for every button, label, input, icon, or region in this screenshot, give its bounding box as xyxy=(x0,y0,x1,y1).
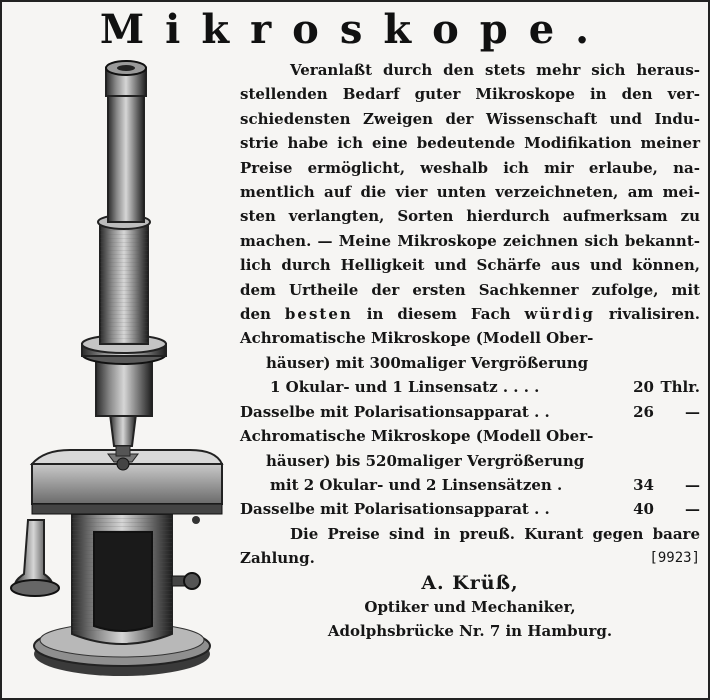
payment-line: Die Preise sind in preuß. Kurant gegen baare xyxy=(290,524,700,543)
intro-last-middle: in diesem Fach xyxy=(352,305,525,324)
intro-line: schiedensten Zweigen der Wissenschaft und Indu- xyxy=(240,109,700,128)
intro-line: stellenden Bedarf guter Mikroskope in den ver- xyxy=(240,85,700,104)
item-3-unit: — xyxy=(685,475,700,494)
item-3-line-2: häuser) bis 520maliger Vergrößerung xyxy=(266,451,585,470)
intro-line: mentlich auf die vier unten verzeichneten, am mei- xyxy=(240,183,700,202)
item-1-line-1: Achromatische Mikroskope (Modell Ober- xyxy=(240,329,594,348)
intro-line: Preise ermöglicht, weshalb ich mir erlaube, na- xyxy=(240,158,700,177)
item-1-unit: Thlr. xyxy=(660,378,700,397)
item-2-unit: — xyxy=(685,402,700,421)
intro-last-spaced-wuerdig: würdig xyxy=(524,305,595,324)
intro-line: Veranlaßt durch den stets mehr sich heraus- xyxy=(290,61,700,79)
item-3-price: 34 xyxy=(633,475,654,494)
intro-last-before: den xyxy=(240,305,285,324)
intro-last-after: rivalisiren. xyxy=(594,305,700,324)
price-row-item-3 xyxy=(240,473,700,497)
microscope-icon xyxy=(10,54,232,694)
intro-last-line xyxy=(240,302,700,326)
intro-line: machen. — Meine Mikroskope zeichnen sich bekannt- xyxy=(240,231,700,250)
price-row-item-1 xyxy=(240,375,700,399)
headline: Mikroskope. xyxy=(99,6,611,53)
item-2-text: Dasselbe mit Polarisationsapparat . . xyxy=(240,402,550,421)
intro-last-spaced-besten: besten xyxy=(284,305,353,324)
item-1-line-3: 1 Okular- und 1 Linsensatz . . . . xyxy=(270,378,540,397)
price-row-item-4 xyxy=(240,497,700,521)
price-row-item-2 xyxy=(240,400,700,424)
item-1-line-2: häuser) mit 300maliger Vergrößerung xyxy=(266,353,589,372)
item-1-price: 20 xyxy=(633,378,654,397)
intro-line: sten verlangten, Sorten hierdurch aufmerksam zu xyxy=(240,207,700,226)
item-3-line-1: Achromatische Mikroskope (Modell Ober- xyxy=(240,427,594,446)
signature-name: A. Krüß, xyxy=(421,571,519,594)
signature-address: Adolphsbrücke Nr. 7 in Hamburg. xyxy=(327,622,613,641)
item-4-text: Dasselbe mit Polarisationsapparat . . xyxy=(240,500,550,519)
reference-number: [9923] xyxy=(649,550,700,567)
intro-line: strie habe ich eine bedeutende Modifikation meiner xyxy=(240,134,700,153)
item-4-price: 40 xyxy=(633,500,654,519)
payment-row xyxy=(240,546,700,570)
payment-line-2: Zahlung. xyxy=(240,549,315,568)
item-4-unit: — xyxy=(685,500,700,519)
signature-title: Optiker und Mechaniker, xyxy=(364,597,576,616)
intro-line: lich durch Helligkeit und Schärfe aus und können, xyxy=(240,256,700,275)
item-3-line-3: mit 2 Okular- und 2 Linsensätzen . xyxy=(270,475,563,494)
advertisement-body xyxy=(240,58,700,644)
intro-line: dem Urtheile der ersten Sachkenner zufolge, mit xyxy=(240,280,700,299)
item-2-price: 26 xyxy=(633,402,654,421)
